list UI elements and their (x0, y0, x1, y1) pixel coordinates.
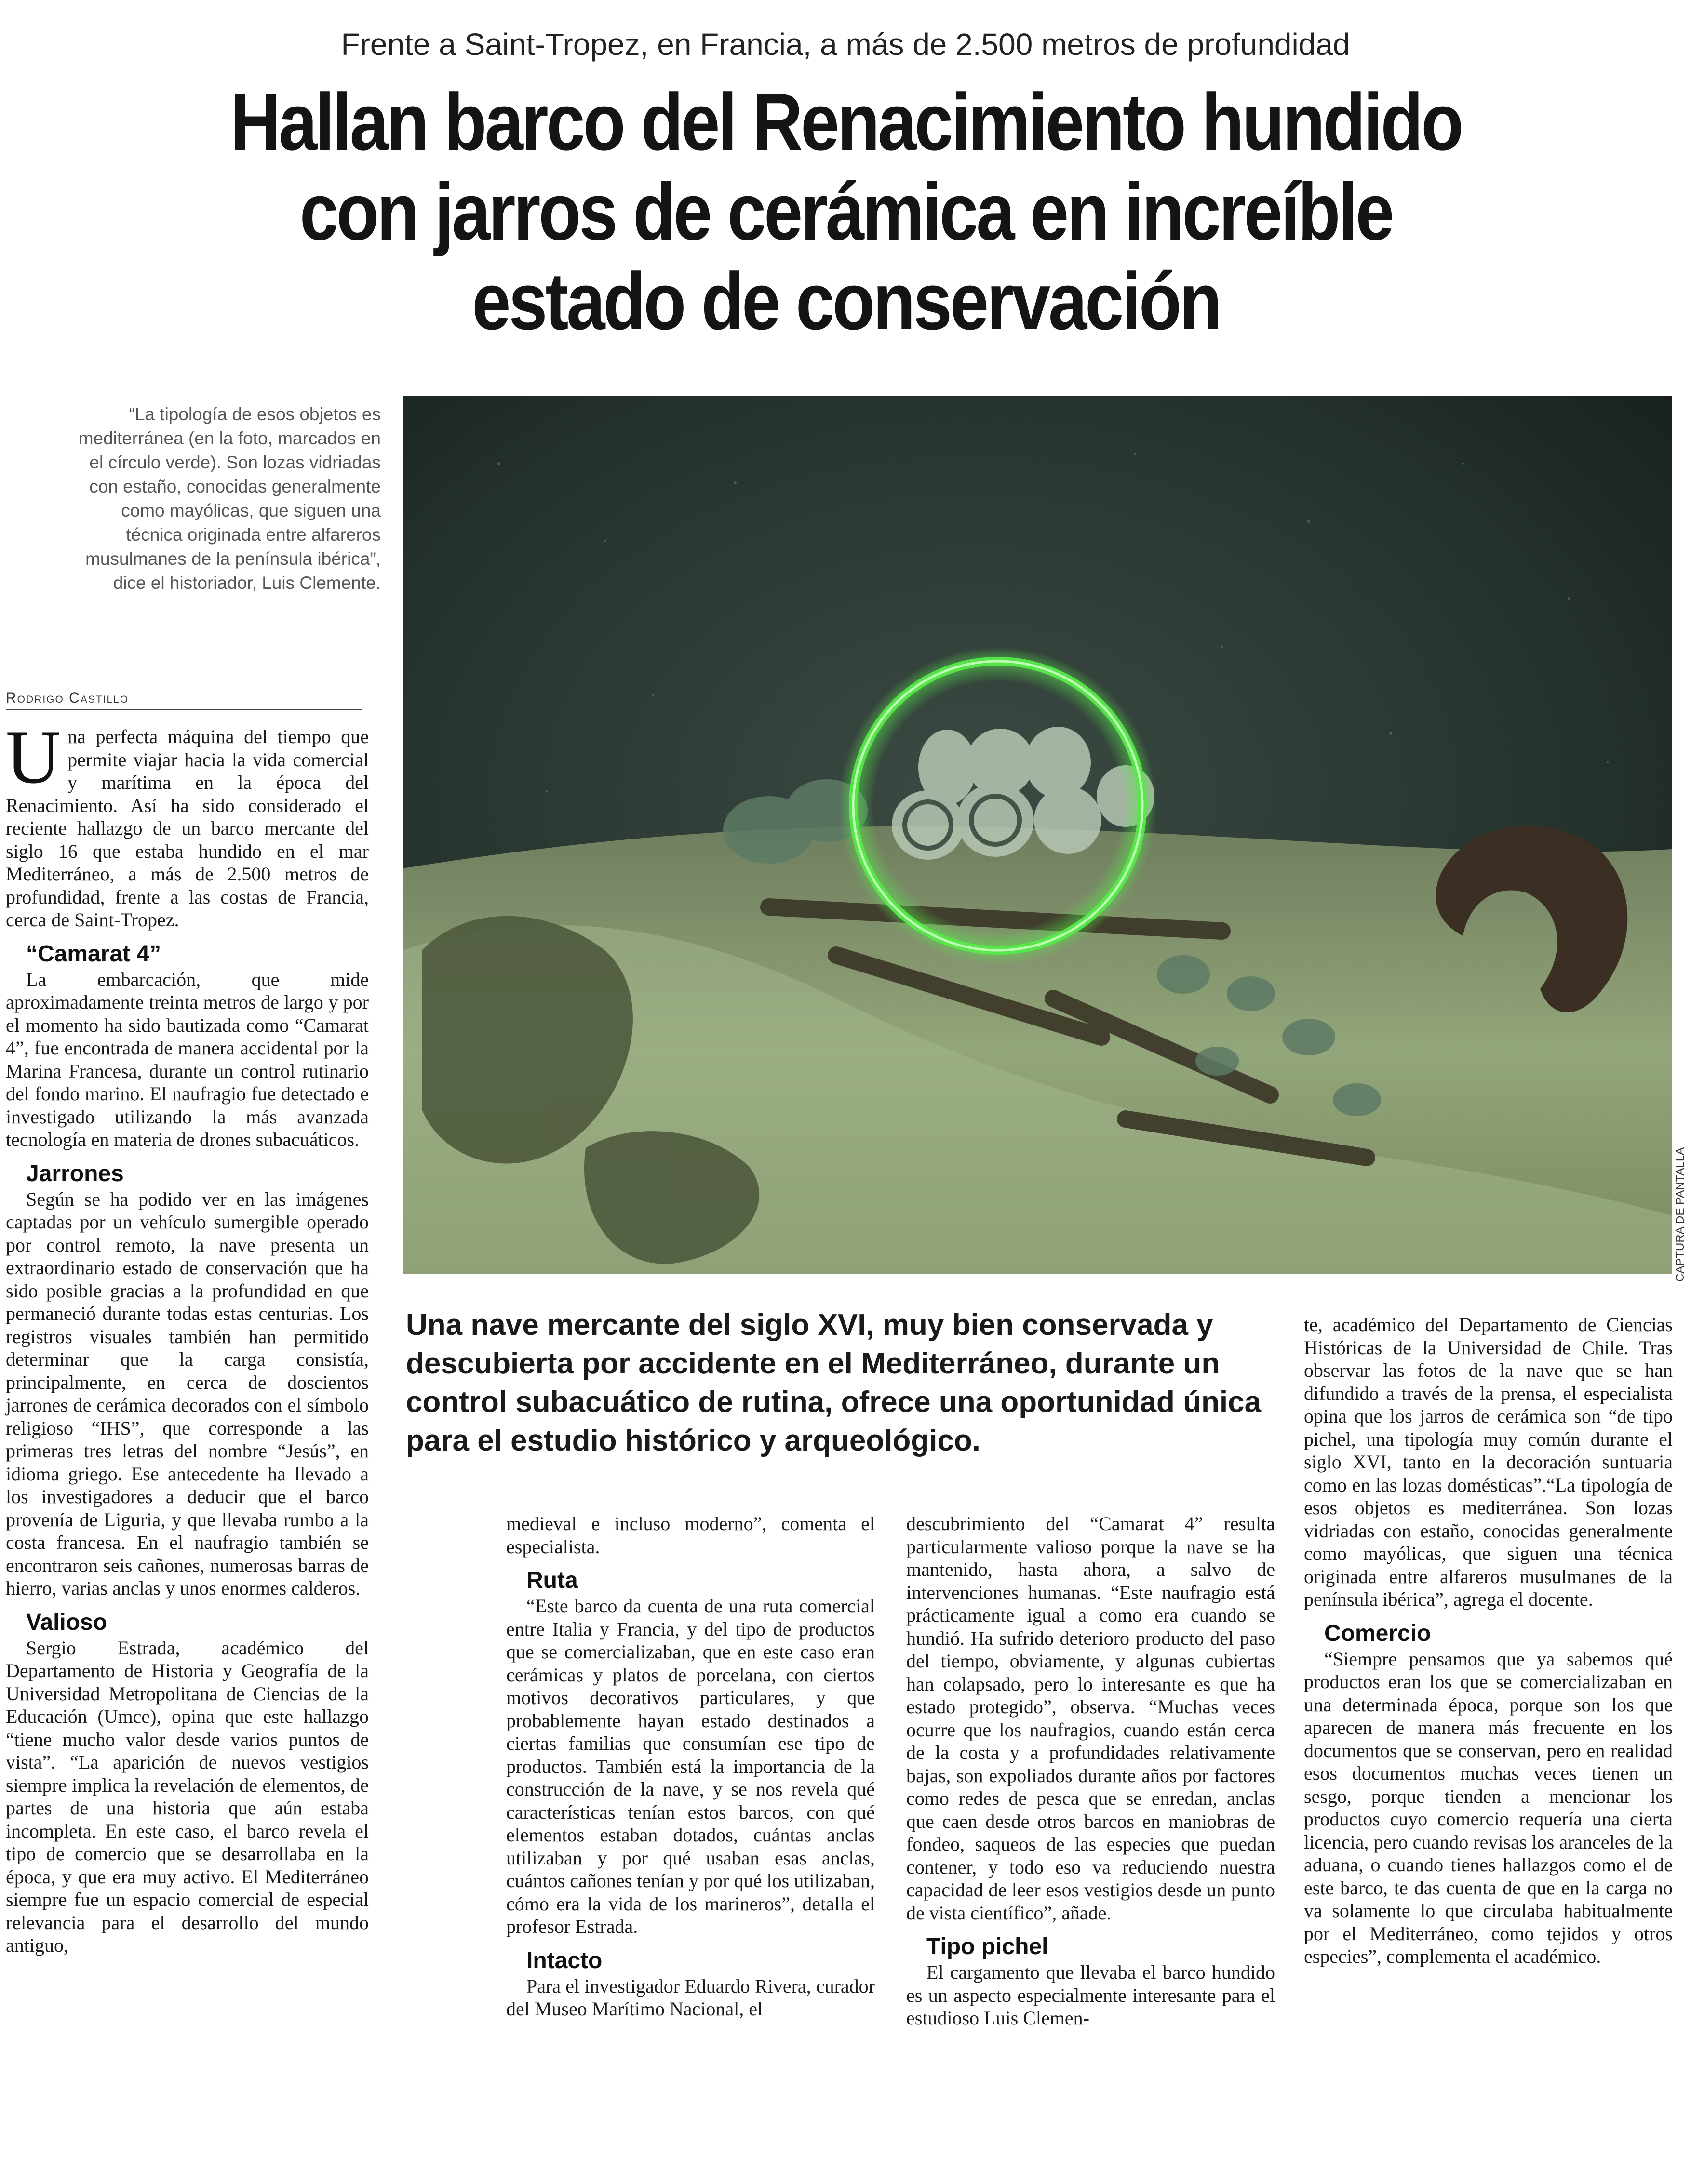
drop-cap: U (6, 715, 61, 799)
paragraph: medieval e incluso moderno”, comenta el especialista. (506, 1513, 875, 1558)
paragraph: El cargamento que llevaba el barco hundido es un aspecto especialmente interesante para el estudioso Luis Clemen- (906, 1961, 1275, 2029)
kicker: Frente a Saint-Tropez, en Francia, a más de 2.500 metros de profundidad (341, 27, 1350, 62)
paragraph: Sergio Estrada, académico del Departamento de Historia y Geografía de la Universidad Metropolitana de Ciencias de la Educación (Umce), opina que este hallazgo “tiene mucho valor desde varios puntos de vista”. “La aparición de nuevos vestigios siempre implica la revelación de elementos, de partes de una historia que aún estaba incompleta. En este caso, el barco revela el tipo de comercio que se desarrollaba en la época, y que era muy activo. El Mediterráneo siempre fue un espacio comercial de especial relevancia para el desarrollo del mundo antiguo, (6, 1637, 369, 1956)
article-column-2 (506, 1512, 875, 2021)
subhead-comercio: Comercio (1324, 1620, 1431, 1646)
headline (176, 77, 1516, 346)
headline-line-1: Hallan barco del Renacimiento hundido (230, 77, 1462, 167)
lead-paragraph: Una perfecta máquina del tiempo que permite viajar hacia la vida comercial y marítima en la época del Renacimiento. Así ha sido considerado el reciente hallazgo de un barco mercante del siglo 16 que estaba hundido en el mar Mediterráneo, a más de 2.500 metros de profundidad, frente a las costas de Francia, cerca de Saint-Tropez. (6, 715, 369, 931)
paragraph: te, académico del Departamento de Ciencias Históricas de la Universidad de Chile. Tras observar las fotos de la nave que se han difundido a través de la prensa, el especialista opina que los jarros de cerámica son “de tipo pichel, una tipología muy común durante el siglo XVI, tanto en la decoración suntuaria como en las lozas domésticas”.“La tipología de esos objetos es mediterránea. Son lozas vidriadas con estaño, conocidas generalmente como mayólicas, que siguen una técnica originada entre alfareros musulmanes de la península ibérica”, agrega el docente. (1304, 1314, 1673, 1610)
subhead-ruta: Ruta (526, 1568, 578, 1593)
subhead-intacto: Intacto (526, 1947, 603, 1973)
photo-credit: CAPTURA DE PANTALLA (1674, 1147, 1687, 1282)
paragraph: La embarcación, que mide aproximadamente treinta metros de largo y por el momento ha sido bautizada como “Camarat 4”, fue encontrada de manera accidental por la Marina Francesa, durante un control rutinario del fondo marino. El naufragio fue detectado e investigado utilizando la más avanzada tecnología en materia de drones subacuáticos. (6, 968, 369, 1150)
paragraph: “Siempre pensamos que ya sabemos qué productos eran los que se comercializaban en una determinada época, porque son los que aparecen de manera más frecuente en los documentos que se conservan, pero en realidad esos documentos muchas veces tienen un sesgo, porque tienden a mencionar los productos cuyo comercio requería una cierta licencia, pero cuando revisas los aranceles de la aduana, o cuando tienes hallazgos como el de este barco, te das cuenta de que en la carga no va solamente lo que circulaba habitualmente por el Mediterráneo, como tejidos y otros especies”, complementa el académico. (1304, 1648, 1673, 1967)
byline: Rodrigo Castillo (6, 690, 362, 710)
paragraph: Según se ha podido ver en las imágenes captadas por un vehículo sumergible operado por control remoto, la nave presenta un extraordinario estado de conservación que ha sido posible gracias a la profundidad en que permaneció durante todas estas centurias. Los registros visuales también han permitido determinar que la carga consistía, principalmente, en cerca de doscientos jarrones de cerámica decorados con el símbolo religioso “IHS”, que corresponde a las primeras tres letras del nombre “Jesús”, en idioma griego. Ese antecedente ha llevado a los investigadores a deducir que el barco provenía de Liguria, y que llevaba rumbo a la costa francesa. En el naufragio también se encontraron seis cañones, numerosas barras de hierro, varias anclas y unos enormes calderos. (6, 1188, 369, 1599)
shipwreck-illustration (403, 396, 1672, 1274)
shipwreck-photo (403, 396, 1672, 1274)
subhead-jarrones: Jarrones (26, 1160, 124, 1186)
headline-line-3: estado de conservación (472, 256, 1220, 346)
paragraph: “Este barco da cuenta de una ruta comercial entre Italia y Francia, y del tipo de productos que se comercializaban, que en este caso eran cerámicas y platos de porcelana, con ciertos motivos decorativos particulares, y que probablemente hayan estado destinados a ciertas familias que consumían ese tipo de productos. También está la importancia de la construcción de la nave, y se nos revela qué características tenían estos barcos, con qué elementos estaban dotados, cuántas anclas utilizaban y por qué usaban esas anclas, cuántos cañones tenían y por qué los utilizaban, cómo era la vida de los marineros”, detalla el profesor Estrada. (506, 1595, 875, 1937)
headline-line-2: con jarros de cerámica en increíble (299, 166, 1393, 257)
paragraph: descubrimiento del “Camarat 4” resulta particularmente valioso porque la nave se ha mantenido, hasta ahora, a salvo de intervenciones humanas. “Este naufragio está prácticamente igual a como era cuando se hundió. Ha sufrido deterioro producto del paso del tiempo, obviamente, y algunas cubiertas han colapsado, pero lo interesante es que ha estado protegido”, observa. “Muchas veces ocurre que los naufragios, cuando están cerca de la costa y a profundidades relativamente bajas, son expoliados durante años por factores como redes de pesca que se enredan, anclas que caen desde otros barcos en maniobras de fondeo, saqueos de las especies que puedan contener, y todo eso va reduciendo nuestra capacidad de leer esos vestigios desde un punto de vista científico”, añade. (906, 1513, 1275, 1924)
subhead-camarat: “Camarat 4” (26, 941, 161, 967)
article-column-3 (906, 1512, 1275, 2030)
article-column-1 (6, 715, 369, 1957)
photo-caption: “La tipología de esos objetos es mediterránea (en la foto, marcados en el círculo verde). Son lozas vidriadas con estaño, conocidas generalmente como mayólicas, que siguen una técnica originada entre alfareros musulmanes de la península ibérica”, dice el historiador, Luis Clemente. (78, 404, 381, 593)
subhead-tipo-pichel: Tipo pichel (926, 1934, 1048, 1959)
subhead-valioso: Valioso (26, 1609, 107, 1635)
article-column-4 (1304, 1313, 1673, 1968)
paragraph: Para el investigador Eduardo Rivera, curador del Museo Marítimo Nacional, el (506, 1975, 875, 2020)
deck-summary: Una nave mercante del siglo XVI, muy bien conservada y descubierta por accidente en el Mediterráneo, durante un control subacuático de rutina, ofrece una oportunidad única para el estudio histórico y arqueológico. (406, 1308, 1262, 1457)
